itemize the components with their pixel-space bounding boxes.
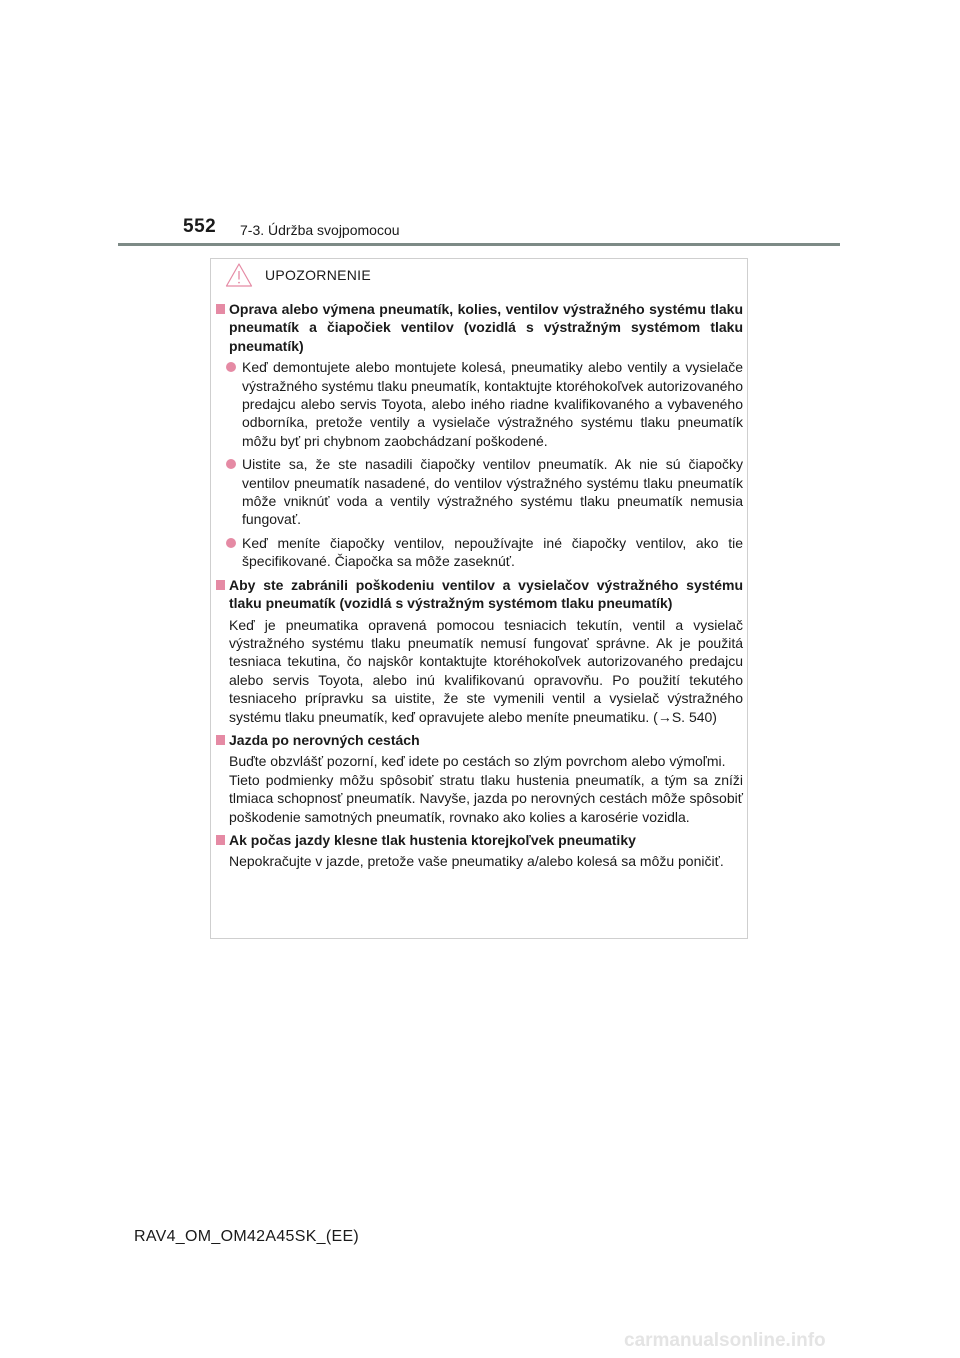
section-title: 7-3. Údržba svojpomocou <box>240 222 400 238</box>
square-bullet-icon <box>216 735 225 745</box>
watermark: carmanualsonline.info <box>624 1330 826 1351</box>
square-bullet-icon <box>216 835 225 845</box>
section-heading: Jazda po nerovných cestách <box>216 731 743 749</box>
round-bullet-icon <box>226 538 236 548</box>
round-bullet-icon <box>226 362 236 372</box>
page-number: 552 <box>183 216 217 237</box>
warning-header <box>225 262 371 288</box>
paragraph: Tieto podmienky môžu spôsobiť stratu tlaku hustenia pneumatík, a tým sa zníži tlmiaca schopnosť pneumatík. Navyše, jazda po nerovných cestách môže spôsobiť poškodenie samotných pneumatík, rovnako ako kolies a karosérie vozidla. <box>229 771 743 825</box>
section-heading: Ak počas jazdy klesne tlak hustenia ktorejkoľvek pneumatiky <box>216 831 743 849</box>
section-heading: Oprava alebo výmena pneumatík, kolies, ventilov výstražného systému tlaku pneumatík a čiapočiek ventilov (vozidlá s výstražným systémom tlaku pneumatík) <box>216 300 743 355</box>
warning-title: UPOZORNENIE <box>265 267 371 283</box>
warning-body <box>216 300 743 871</box>
warning-triangle-icon <box>225 262 253 288</box>
list-item: Keď meníte čiapočky ventilov, nepoužívajte iné čiapočky ventilov, ako tie špecifikované. Čiapočka sa môže zaseknúť. <box>216 534 743 571</box>
header-rule <box>118 243 840 246</box>
paragraph: Buďte obzvlášť pozorní, keď idete po cestách so zlým povrchom alebo výmoľmi. <box>229 753 726 770</box>
paragraph: Nepokračujte v jazde, pretože vaše pneumatiky a/alebo kolesá sa môžu poničiť. <box>229 853 724 870</box>
section-heading: Aby ste zabránili poškodeniu ventilov a vysielačov výstražného systému tlaku pneumatík (vozidlá s výstražným systémom tlaku pneumatík) <box>216 576 743 613</box>
warning-box <box>210 258 748 939</box>
list-item: Uistite sa, že ste nasadili čiapočky ventilov pneumatík. Ak nie sú čiapočky ventilov pneumatík nasadené, do ventilov výstražného systému tlaku pneumatík môže vniknúť voda a ventily výstražného systému tlaku pneumatík nemusia fungovať. <box>216 455 743 529</box>
document-code: RAV4_OM_OM42A45SK_(EE) <box>134 1228 360 1245</box>
paragraph: Keď je pneumatika opravená pomocou tesniacich tekutín, ventil a vysielač výstražného systému tlaku pneumatík nemusí fungovať správne. Ak je použitá tesniaca tekutina, čo najskôr kontaktujte ktoréhokoľvek autorizovaného predajcu alebo servis Toyota, alebo inú kvalifikovanú opravovňu. Po použití tekutého tesniaceho prípravku sa uistite, že ste vymenili ventil a vysielač výstražného systému tlaku pneumatík, keď opravujete alebo meníte pneumatiku. (→S. 540) <box>229 616 743 725</box>
round-bullet-icon <box>226 459 236 469</box>
square-bullet-icon <box>216 580 225 590</box>
square-bullet-icon <box>216 304 225 314</box>
list-item: Keď demontujete alebo montujete kolesá, pneumatiky alebo ventily a vysielače výstražného systému tlaku pneumatík, kontaktujte ktoréhokoľvek autorizovaného predajcu alebo servis Toyota, alebo iného riadne kvalifikovaného a vybaveného odborníka, pretože ventily a vysielače výstražného systému tlaku pneumatík môžu byť pri chybnom zaobchádzaní poškodené. <box>216 358 743 450</box>
